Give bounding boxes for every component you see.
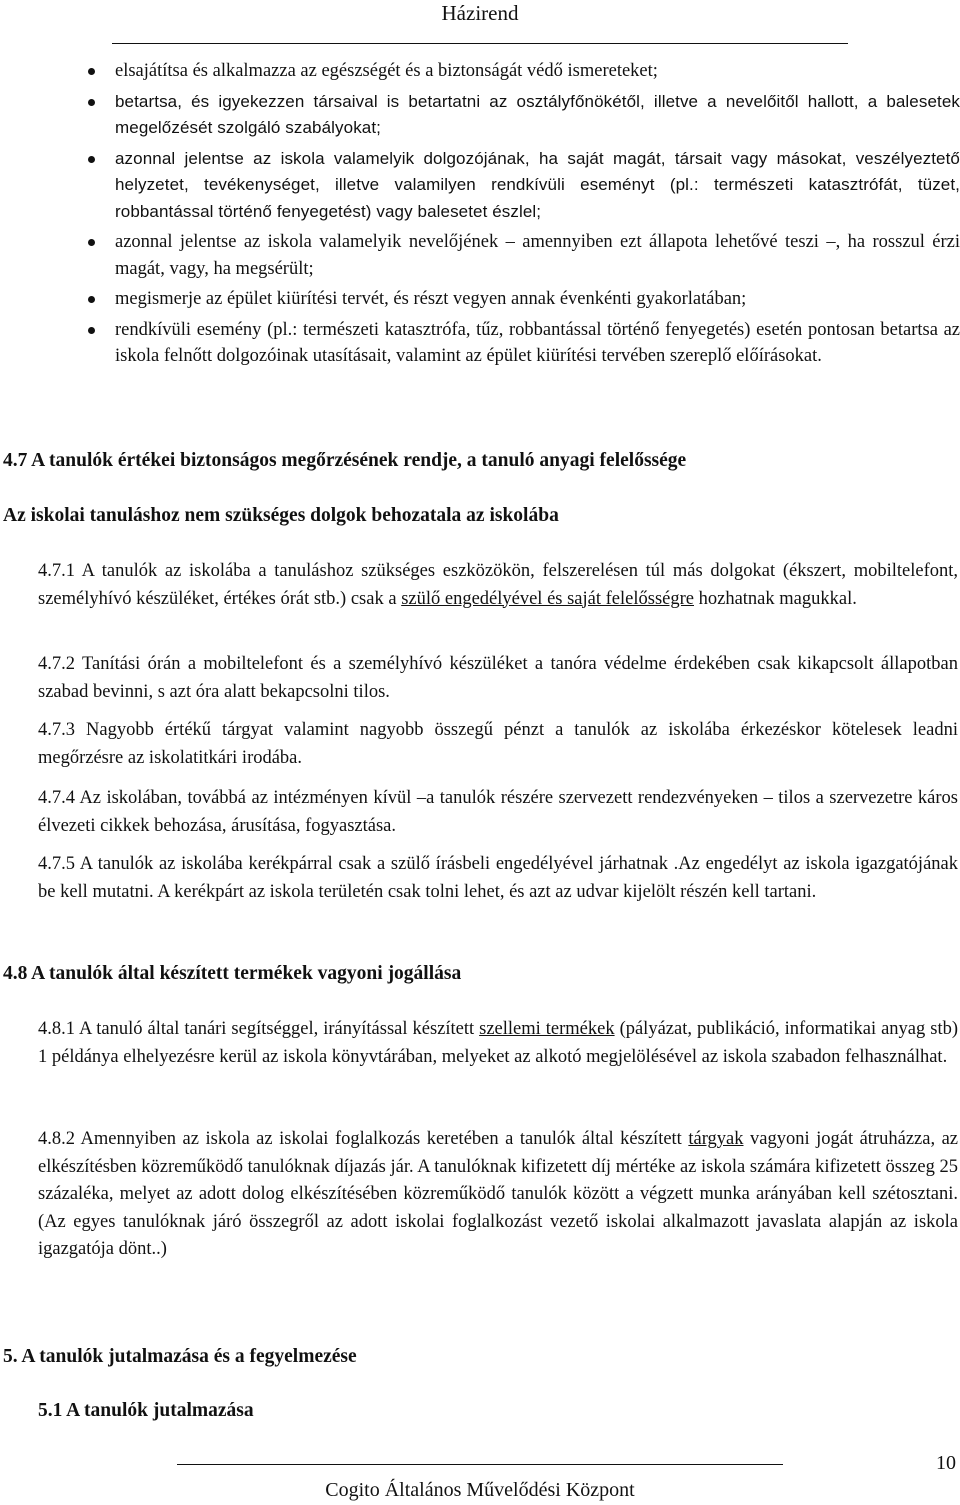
paragraph-4-7-5: 4.7.5 A tanulók az iskolába kerékpárral csak a szülő írásbeli engedélyével járhatnak .Az engedélyt az iskola igazgatójának be kell mutatni. A kerékpárt az iskola területén csak tolni lehet, és azt az udvar kijelölt részén kell tartani.: [38, 854, 958, 902]
paragraph-4-8-1: [38, 1016, 958, 1071]
paragraph-4-7-1: [38, 558, 958, 613]
list-item: [0, 229, 960, 282]
header-title: Házirend: [441, 1, 519, 25]
list-item-text: azonnal jelentse az iskola valamelyik dolgozójának, ha saját magát, társait vagy másokat, veszélyeztető helyzetet, tevékenységet, illetve valamilyen rendkívüli eseményt (pl.: természeti katasztrófát, tüzet, robbantással történő fenyegetést) vagy balesetet észlel;: [115, 148, 960, 221]
paragraph-text: 4.8.2 Amennyiben az iskola az iskolai foglalkozás keretében a tanulók által készített: [38, 1129, 689, 1149]
paragraph-4-7-3: 4.7.3 Nagyobb értékű tárgyat valamint nagyobb összegű pénzt a tanulók az iskolába érkezéskor kötelesek leadni megőrzésre az iskolatitkári irodába.: [38, 720, 958, 768]
subheading-items-not-needed: Az iskolai tanuláshoz nem szükséges dolgok behozatala az iskolába: [3, 505, 559, 526]
list-item: [0, 58, 960, 85]
bullet-icon: [88, 68, 95, 75]
list-item: [0, 146, 960, 226]
bullet-icon: [88, 99, 95, 106]
list-item: [0, 317, 960, 370]
list-item-text: rendkívüli esemény (pl.: természeti katasztrófa, tűz, robbantással történő fenyegetés) esetén pontosan betartsa az iskola felnőtt dolgozóinak utasításait, valamint az épület kiürítési tervében szereplő előírásokat.: [115, 319, 960, 366]
list-item: [0, 286, 960, 313]
safety-rules-list: [0, 58, 960, 374]
paragraph-4-7-4: 4.7.4 Az iskolában, továbbá az intézményen kívül –a tanulók részére szervezett rendezvényeken – tilos a szervezetre káros élvezeti cikkek behozása, árusítása, fogyasztása.: [38, 788, 958, 836]
section-heading-4-8: 4.8 A tanulók által készített termékek vagyoni jogállása: [3, 963, 462, 984]
list-item-text: megismerje az épület kiürítési tervét, és részt vegyen annak évenkénti gyakorlatában;: [115, 289, 747, 309]
bullet-icon: [88, 239, 95, 246]
underlined-text: szellemi termékek: [479, 1019, 615, 1039]
footer-institution: Cogito Általános Művelődési Központ: [325, 1479, 635, 1501]
page-number: 10: [936, 1452, 956, 1474]
bullet-icon: [88, 296, 95, 303]
list-item: [0, 89, 960, 142]
paragraph-text: vagyoni jogát átruházza, az elkészítésben közreműködő tanulóknak díjazás jár. A tanulóknak kifizetett díj mértéke az iskola számára kifizetett összeg 25 százaléka, melyet az adott dolog elkészítésében közreműködő tanulók között a végzett munka arányában kell szétosztani. (Az egyes tanulóknak járó összegről az adott iskolai foglalkozást vezető iskolai alkalmazott javaslata alapján az iskola igazgatója dönt..): [38, 1129, 959, 1259]
footer-divider: [177, 1464, 783, 1465]
section-heading-4-7: 4.7 A tanulók értékei biztonságos megőrzésének rendje, a tanuló anyagi felelőssége: [3, 450, 687, 471]
paragraph-text: (pályázat, publikáció, informatikai anyag stb) 1 példánya elhelyezésre kerül az iskola könyvtárában, melyeket az alkotó megjelölésével az iskola szabadon felhasználhat.: [38, 1019, 958, 1067]
paragraph-text: 4.7.1 A tanulók az iskolába a tanuláshoz szükséges eszközökön, felszerelésen túl más dolgokat (ékszert, mobiltelefont, személyhívó készüléket, értékes órát stb.) csak a: [38, 561, 958, 609]
bullet-icon: [88, 156, 95, 163]
paragraph-text: hozhatnak magukkal.: [693, 588, 857, 609]
paragraph-text: 4.8.1 A tanuló által tanári segítséggel, irányítással készített: [38, 1019, 480, 1039]
subheading-5-1: 5.1 A tanulók jutalmazása: [38, 1400, 254, 1421]
header-divider: [112, 43, 848, 44]
list-item-text: azonnal jelentse az iskola valamelyik nevelőjének – amennyiben ezt állapota lehetővé teszi –, ha rosszul érzi magát, vagy, ha megsérült;: [115, 232, 960, 279]
underlined-text: tárgyak: [688, 1129, 744, 1149]
underlined-text: szülő engedélyével és saját felelősségre: [401, 588, 694, 609]
paragraph-4-7-2: 4.7.2 Tanítási órán a mobiltelefont és a személyhívó készüléket a tanóra védelme érdekében csak kikapcsolt állapotban szabad bevinni, s azt óra alatt bekapcsolni tilos.: [38, 654, 958, 702]
bullet-icon: [88, 327, 95, 334]
paragraph-4-8-2: [38, 1126, 958, 1264]
list-item-text: betartsa, és igyekezzen társaival is betartatni az osztályfőnökétől, illetve a nevelőitől hallott, a balesetek megelőzését szolgáló szabályokat;: [115, 91, 960, 137]
list-item-text: elsajátítsa és alkalmazza az egészségét és a biztonságát védő ismereteket;: [115, 61, 658, 81]
section-heading-5: 5. A tanulók jutalmazása és a fegyelmezése: [3, 1346, 357, 1367]
